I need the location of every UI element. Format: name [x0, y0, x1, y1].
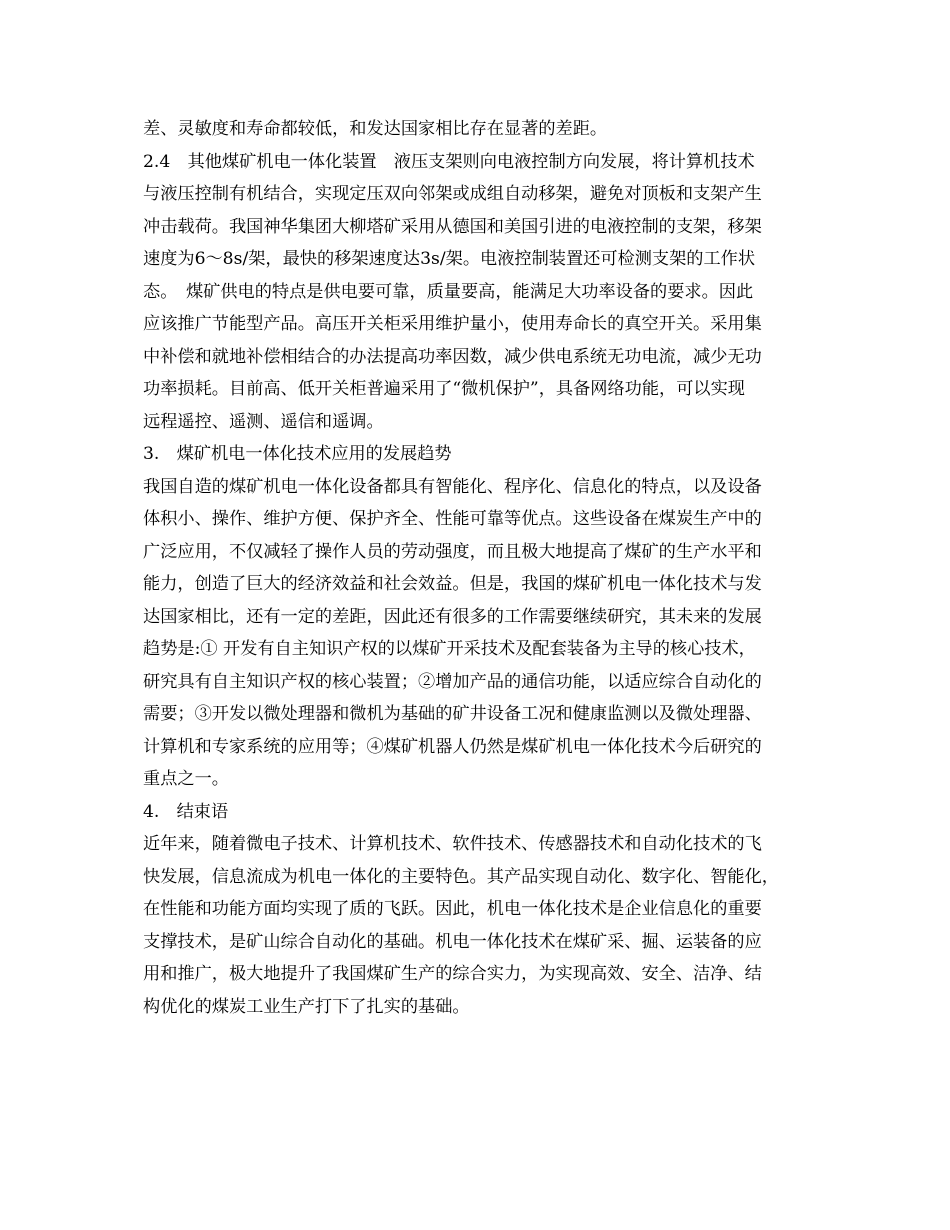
text-line-12: 我国自造的煤矿机电一体化设备都具有智能化、程序化、信息化的特点，以及设备: [143, 476, 762, 497]
text-line-26: 支撑技术，是矿山综合自动化的基础。机电一体化技术在煤矿采、掘、运装备的应: [143, 931, 762, 952]
section-2-4-heading-line: 2.4 其他煤矿机电一体化装置 液压支架则向电液控制方向发展，将计算机技术: [143, 151, 755, 172]
text-line-18: 研究具有自主知识产权的核心装置；②增加产品的通信功能，以适应综合自动化的: [143, 671, 762, 692]
text-line-10: 远程遥控、遥测、遥信和遥调。: [143, 411, 384, 432]
text-line-19: 需要；③开发以微处理器和微机为基础的矿井设备工况和健康监测以及微处理器、: [143, 704, 762, 724]
text-line-24: 快发展，信息流成为机电一体化的主要特色。其产品实现自动化、数字化、智能化，: [143, 866, 779, 887]
text-line-3: 与液压控制有机结合，实现定压双向邻架或成组自动移架，避免对顶板和支架产生: [143, 184, 762, 204]
text-line-16: 达国家相比，还有一定的差距，因此还有很多的工作需要继续研究，其未来的发展: [143, 606, 762, 627]
text-line-28: 构优化的煤炭工业生产打下了扎实的基础。: [143, 996, 470, 1017]
text-line-4: 冲击载荷。我国神华集团大柳塔矿采用从德国和美国引进的电液控制的支架，移架: [143, 216, 762, 237]
text-line-13: 体积小、操作、维护方便、保护齐全、性能可靠等优点。这些设备在煤炭生产中的: [143, 509, 762, 529]
document-page: [143, 113, 815, 1023]
text-line-14: 广泛应用，不仅减轻了操作人员的劳动强度，而且极大地提高了煤矿的生产水平和: [143, 541, 762, 562]
text-line-6: 态。 煤矿供电的特点是供电要可靠，质量要高，能满足大功率设备的要求。因此: [143, 281, 754, 302]
text-line-7: 应该推广节能型产品。高压开关柜采用维护量小，使用寿命长的真空开关。采用集: [143, 314, 762, 334]
text-line-5: 速度为6～8s/架，最快的移架速度达3s/架。电液控制装置还可检测支架的工作状: [143, 249, 756, 269]
section-4-heading: 4. 结束语: [143, 801, 229, 822]
text-line-15: 能力，创造了巨大的经济效益和社会效益。但是，我国的煤矿机电一体化技术与发: [143, 574, 762, 594]
text-line-23: 近年来，随着微电子技术、计算机技术、软件技术、传感器技术和自动化技术的飞: [143, 834, 762, 854]
text-line-27: 用和推广，极大地提升了我国煤矿生产的综合实力，为实现高效、安全、洁净、结: [143, 964, 762, 984]
text-line-9: 功率损耗。目前高、低开关柜普遍采用了“微机保护”，具备网络功能，可以实现: [143, 379, 745, 399]
text-line-25: 在性能和功能方面均实现了质的飞跃。因此，机电一体化技术是企业信息化的重要: [143, 899, 762, 919]
text-line-8: 中补偿和就地补偿相结合的办法提高功率因数，减少供电系统无功电流，减少无功: [143, 346, 762, 367]
text-line-20: 计算机和专家系统的应用等；④煤矿机器人仍然是煤矿机电一体化技术今后研究的: [143, 736, 762, 757]
text-line-21: 重点之一。: [143, 769, 229, 789]
section-3-heading: 3. 煤矿机电一体化技术应用的发展趋势: [143, 444, 452, 464]
text-line-17: 趋势是:① 开发有自主知识产权的以煤矿开采技术及配套装备为主导的核心技术，: [143, 639, 756, 659]
text-line-1: 差、灵敏度和寿命都较低，和发达国家相比存在显著的差距。: [143, 119, 608, 139]
